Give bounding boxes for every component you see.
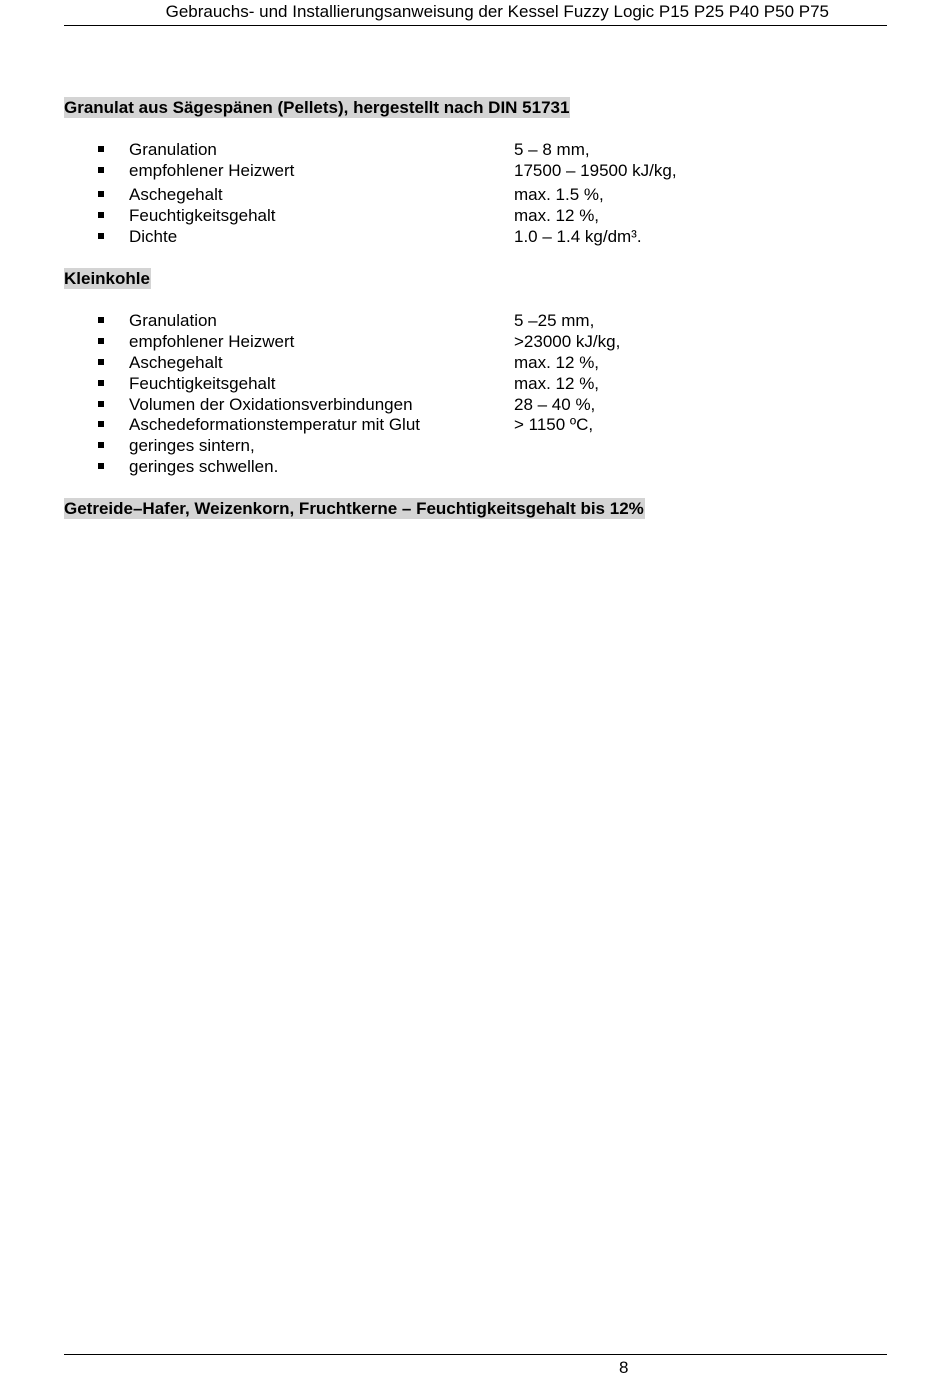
list-item xyxy=(0,373,900,394)
square-bullet-icon xyxy=(98,167,104,173)
spec-value: 17500 – 19500 kJ/kg, xyxy=(514,161,677,180)
list-item xyxy=(0,435,900,456)
list-item xyxy=(0,456,900,477)
spec-value: > 1150 ºC, xyxy=(514,415,594,434)
square-bullet-icon xyxy=(98,463,104,469)
square-bullet-icon xyxy=(98,338,104,344)
list-item xyxy=(0,226,900,247)
square-bullet-icon xyxy=(98,442,104,448)
square-bullet-icon xyxy=(98,380,104,386)
square-bullet-icon xyxy=(98,191,104,197)
square-bullet-icon xyxy=(98,317,104,323)
list-item xyxy=(0,331,900,352)
spec-value: max. 12 %, xyxy=(514,206,600,225)
square-bullet-icon xyxy=(98,233,104,239)
footer-rule xyxy=(64,1354,887,1355)
spec-label: Dichte xyxy=(129,227,178,246)
spec-label: geringes sintern, xyxy=(129,436,255,455)
spec-label: Granulation xyxy=(129,311,217,330)
square-bullet-icon xyxy=(98,146,104,152)
spec-label: geringes schwellen. xyxy=(129,457,279,476)
spec-label: Feuchtigkeitsgehalt xyxy=(129,206,276,225)
square-bullet-icon xyxy=(98,421,104,427)
list-item xyxy=(0,352,900,373)
spec-value: max. 1.5 %, xyxy=(514,185,604,204)
section-heading-pellets: Granulat aus Sägespänen (Pellets), hergestellt nach DIN 51731 xyxy=(64,98,570,117)
square-bullet-icon xyxy=(98,401,104,407)
list-item xyxy=(0,160,900,181)
spec-label: Feuchtigkeitsgehalt xyxy=(129,374,276,393)
spec-value: max. 12 %, xyxy=(514,374,600,393)
spec-value: max. 12 %, xyxy=(514,353,600,372)
list-item xyxy=(0,139,900,160)
spec-label: empfohlener Heizwert xyxy=(129,161,295,180)
square-bullet-icon xyxy=(98,212,104,218)
spec-value: >23000 kJ/kg, xyxy=(514,332,621,351)
spec-label: Granulation xyxy=(129,140,217,159)
list-item xyxy=(0,205,900,226)
spec-label: Aschegehalt xyxy=(129,185,223,204)
section-heading-getreide: Getreide–Hafer, Weizenkorn, Fruchtkerne – Feuchtigkeitsgehalt bis 12% xyxy=(64,499,644,518)
spec-value: 5 – 8 mm, xyxy=(514,140,590,159)
spec-value: 28 – 40 %, xyxy=(514,395,596,414)
square-bullet-icon xyxy=(98,359,104,365)
page-number: 8 xyxy=(619,1358,629,1377)
spec-label: Aschedeformationstemperatur mit Glut xyxy=(129,415,421,434)
list-item xyxy=(0,414,900,435)
list-item xyxy=(0,394,900,415)
spec-label: Volumen der Oxidationsverbindungen xyxy=(129,395,413,414)
spec-label: empfohlener Heizwert xyxy=(129,332,295,351)
document-title: Gebrauchs- und Installierungsanweisung der Kessel Fuzzy Logic P15 P25 P40 P50 P75 xyxy=(165,2,829,21)
page-header xyxy=(64,0,887,26)
section-heading-kleinkohle: Kleinkohle xyxy=(64,269,150,288)
spec-value: 5 –25 mm, xyxy=(514,311,595,330)
list-item xyxy=(0,310,900,331)
spec-value: 1.0 – 1.4 kg/dm³. xyxy=(514,227,642,246)
list-item xyxy=(0,184,900,205)
spec-label: Aschegehalt xyxy=(129,353,223,372)
